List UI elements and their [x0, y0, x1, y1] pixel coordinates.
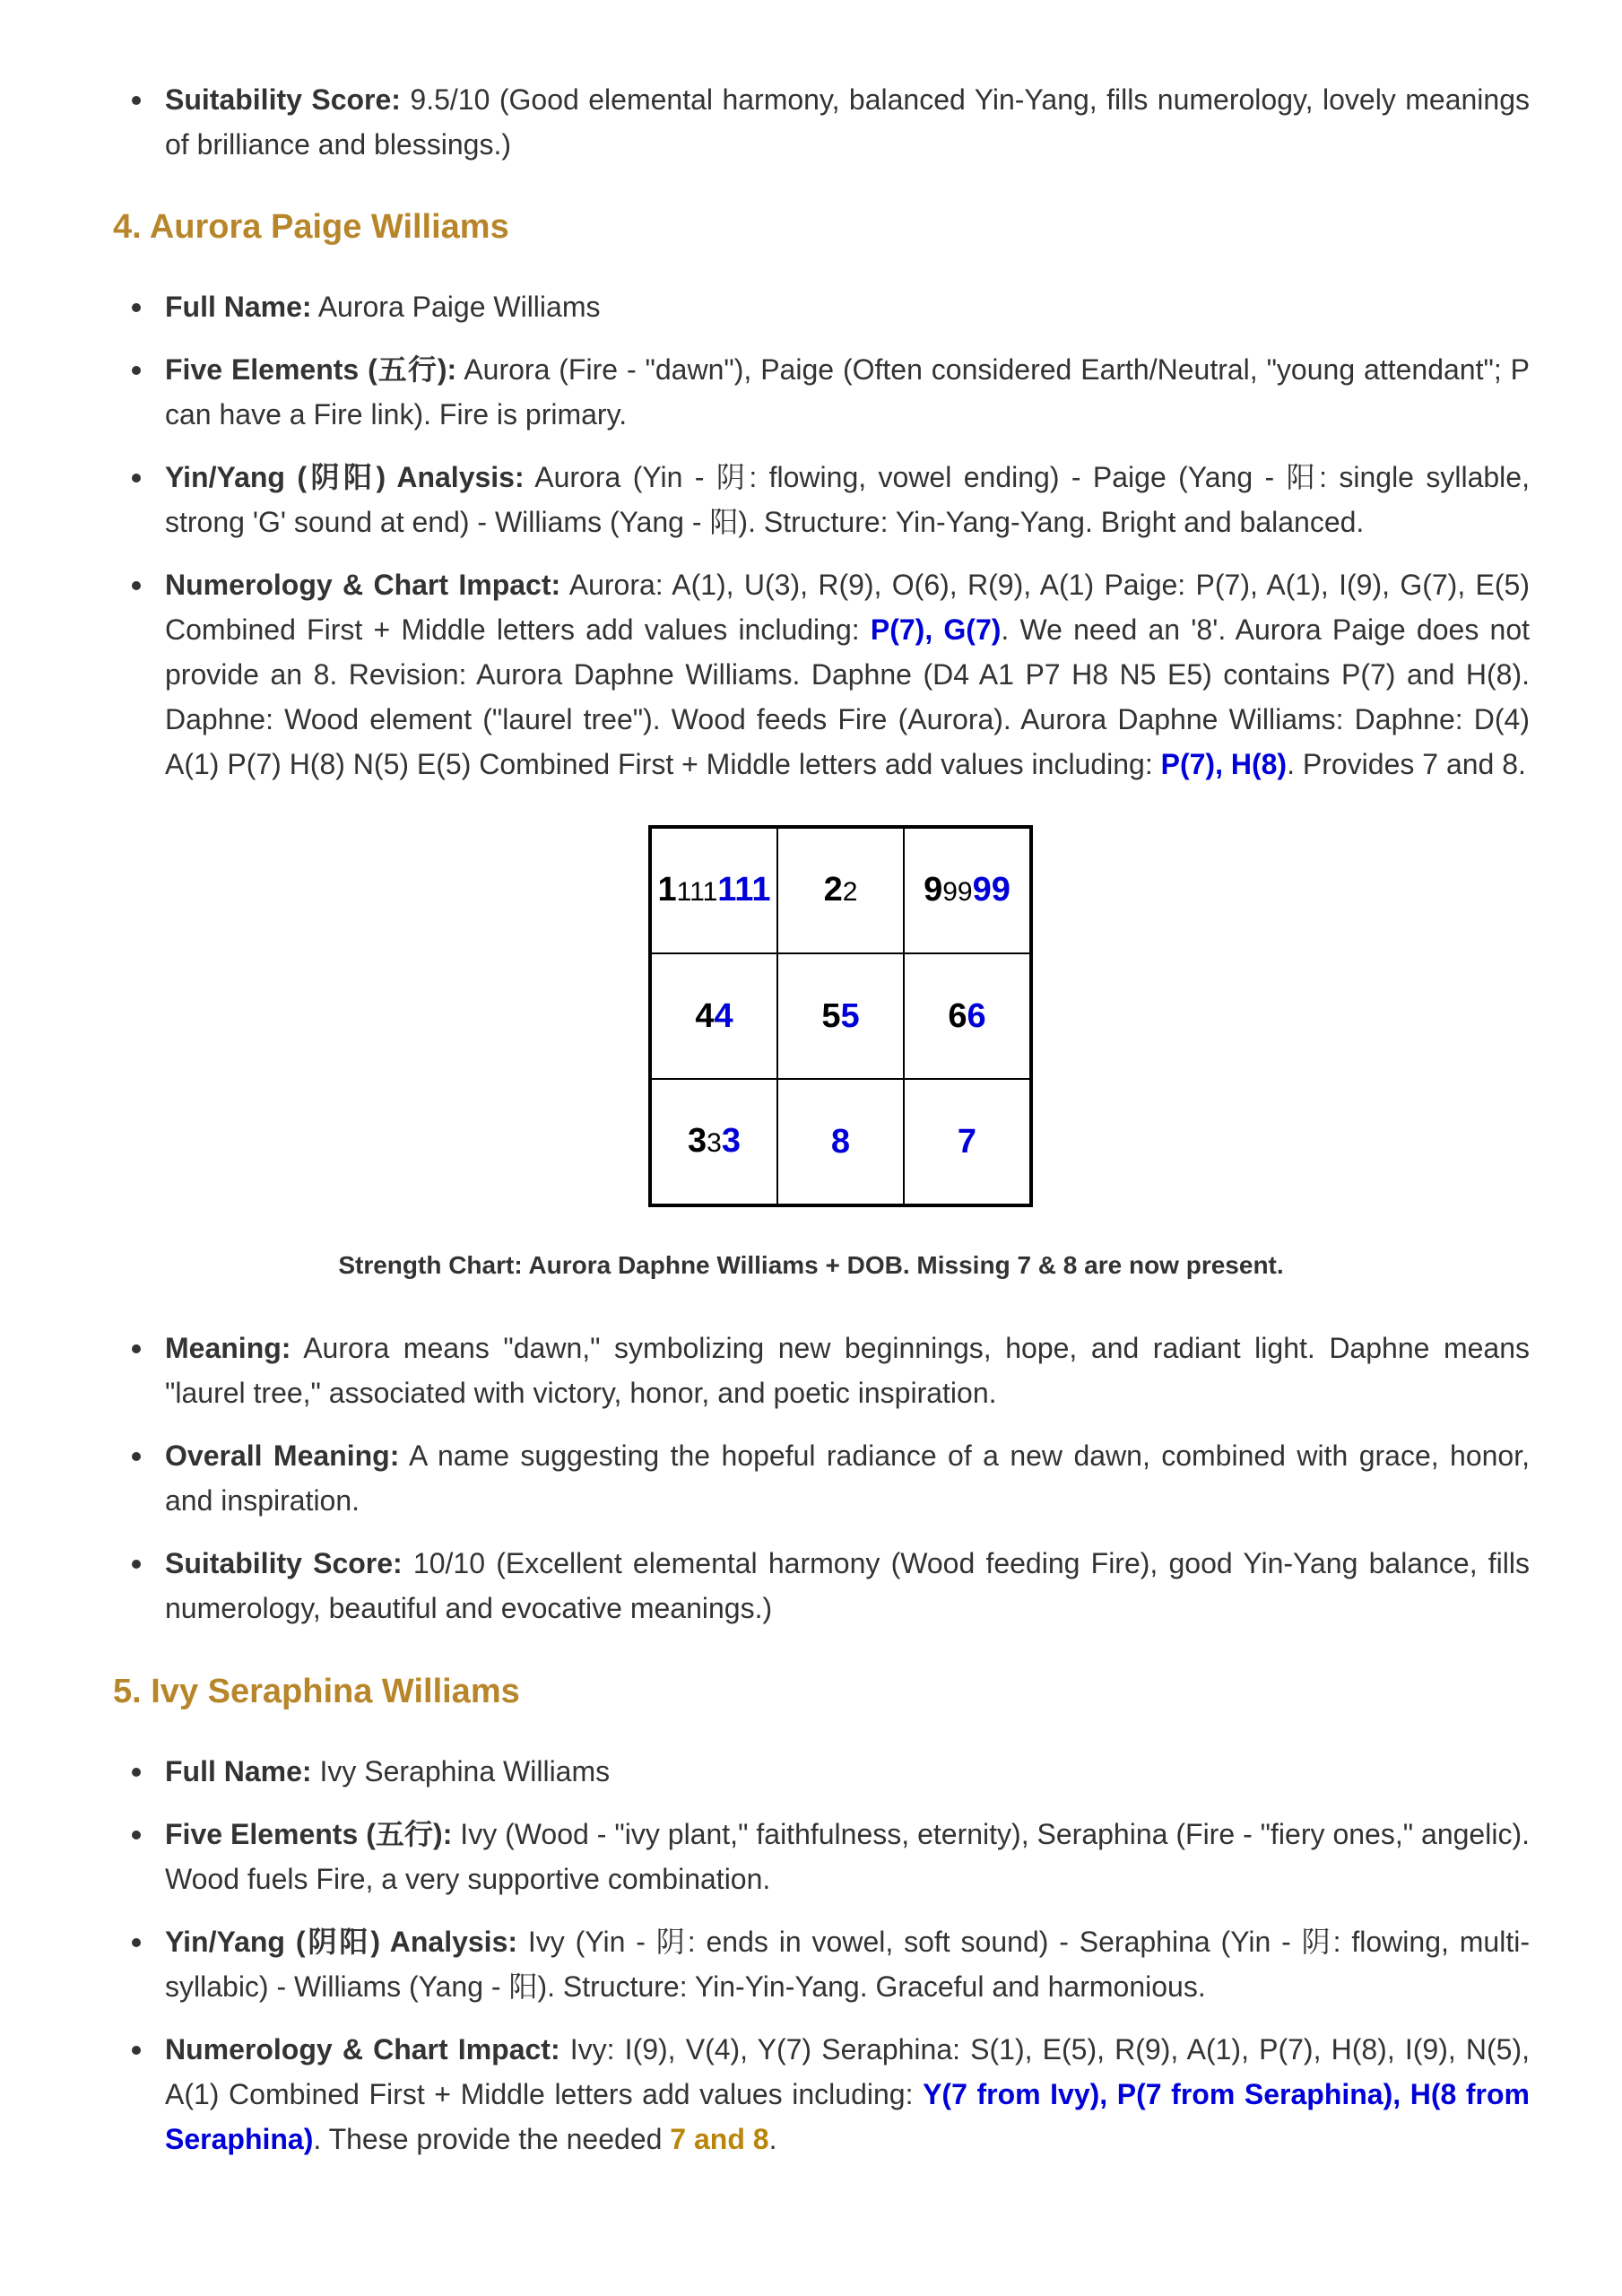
item-text: Ivy: I(9), V(4), Y(7) Seraphina: S(1), E(5), R(9), A(1), P(7), H(8), I(9), N(5), A(1) Combined First + Middle letters add values including:: [165, 2033, 1531, 2110]
list-item: [113, 1326, 1530, 1415]
list-item: [113, 1541, 1530, 1631]
item-text: Aurora (Fire - "dawn"), Paige (Often considered Earth/Neutral, "young attendant"; P can have a Fire link). Fire is primary.: [165, 353, 1530, 430]
section-heading: 5. Ivy Seraphina Williams: [113, 1673, 520, 1710]
grid-cell: 22: [777, 827, 904, 953]
item-text: Ivy (Yin - 阴: ends in vowel, soft sound) - Seraphina (Yin - 阴: flowing, multi-syllabic) - Williams (Yang - 阳). Structure: Yin-Yin-Yang. Graceful and harmonious.: [165, 1926, 1530, 2003]
grid-cell: 66: [904, 953, 1031, 1079]
item-label: Five Elements (五行):: [165, 353, 457, 386]
item-text: Aurora Paige Williams: [311, 291, 601, 323]
section-heading: 4. Aurora Paige Williams: [113, 208, 509, 246]
item-label: Numerology & Chart Impact:: [165, 569, 561, 601]
highlight-numbers: 7 and 8: [670, 2123, 769, 2155]
highlight-letters: P(7), H(8): [1160, 748, 1288, 780]
item-label: Overall Meaning:: [165, 1439, 400, 1472]
list-item: [113, 562, 1530, 787]
item-label: Numerology & Chart Impact:: [165, 2033, 560, 2066]
section4-list-continued: [113, 1326, 1530, 1631]
item-text: 10/10 (Excellent elemental harmony (Wood feeding Fire), good Yin-Yang balance, fills numerology, beautiful and evocative meanings.): [165, 1547, 1531, 1624]
list-item: [113, 77, 1530, 167]
item-text: . Provides 7 and 8.: [1287, 748, 1526, 780]
item-text: 9.5/10 (Good elemental harmony, balanced Yin-Yang, fills numerology, lovely meanings of brilliance and blessings.): [165, 83, 1531, 161]
item-text: A name suggesting the hopeful radiance of a new dawn, combined with grace, honor, and inspiration.: [165, 1439, 1531, 1517]
grid-cell: 7: [904, 1079, 1031, 1205]
list-item: [113, 1433, 1530, 1523]
item-label: Yin/Yang (阴阳) Analysis:: [165, 461, 525, 493]
item-label: Meaning:: [165, 1332, 291, 1364]
item-text: . These provide the needed: [313, 2123, 671, 2155]
list-item: [113, 1919, 1530, 2009]
item-text: Ivy (Wood - "ivy plant," faithfulness, eternity), Seraphina (Fire - "fiery ones," angelic). Wood fuels Fire, a very supportive combination.: [165, 1818, 1530, 1895]
item-text: Ivy Seraphina Williams: [311, 1755, 611, 1787]
item-text: Aurora (Yin - 阴: flowing, vowel ending) - Paige (Yang - 阳: single syllable, strong 'G' sound at end) - Williams (Yang - 阳). Structure: Yin-Yang-Yang. Bright and balanced.: [165, 461, 1530, 538]
grid-cell: 99999: [904, 827, 1031, 953]
strength-chart-grid: [648, 825, 1033, 1207]
item-label: Full Name:: [165, 291, 312, 323]
item-text: . We need an '8'. Aurora Paige does not provide an 8. Revision: Aurora Daphne Williams. Daphne (D4 A1 P7 H8 N5 E5) contains P(7) and H(8). Daphne: Wood element ("laurel tree"). Wood feeds Fire (Aurora). Aurora Daphne Williams: Daphne: D(4) A(1) P(7) H(8) N(5) E(5) Combined First + Middle letters add values including:: [165, 613, 1531, 780]
section4-list: [113, 284, 1530, 787]
grid-cell: 1111111: [650, 827, 777, 953]
grid-cell: 333: [650, 1079, 777, 1205]
item-text: Aurora means "dawn," symbolizing new beginnings, hope, and radiant light. Daphne means "laurel tree," associated with victory, honor, and poetic inspiration.: [165, 1332, 1530, 1409]
highlight-letters: P(7), G(7): [870, 613, 1002, 646]
item-text: Aurora: A(1), U(3), R(9), O(6), R(9), A(1) Paige: P(7), A(1), I(9), G(7), E(5) Combined First + Middle letters add values including:: [165, 569, 1531, 646]
highlight-letters: Y(7 from Ivy), P(7 from Seraphina), H(8 from Seraphina): [165, 2078, 1531, 2155]
item-label: Five Elements (五行):: [165, 1818, 453, 1850]
list-item: [113, 1749, 1530, 1794]
item-label: Yin/Yang (阴阳) Analysis:: [165, 1926, 518, 1958]
item-label: Full Name:: [165, 1755, 312, 1787]
list-item: [113, 284, 1530, 329]
list-item: [113, 2027, 1530, 2161]
previous-section-list: [113, 77, 1530, 167]
list-item: [113, 1812, 1530, 1901]
item-text: .: [768, 2123, 777, 2155]
item-label: Suitability Score:: [165, 83, 401, 116]
chart-caption: Strength Chart: Aurora Daphne Williams + DOB. Missing 7 & 8 are now present.: [338, 1251, 1284, 1279]
item-label: Suitability Score:: [165, 1547, 403, 1579]
section5-list: [113, 1749, 1530, 2161]
list-item: [113, 455, 1530, 544]
grid-cell: 8: [777, 1079, 904, 1205]
list-item: [113, 347, 1530, 437]
grid-cell: 55: [777, 953, 904, 1079]
grid-cell: 44: [650, 953, 777, 1079]
